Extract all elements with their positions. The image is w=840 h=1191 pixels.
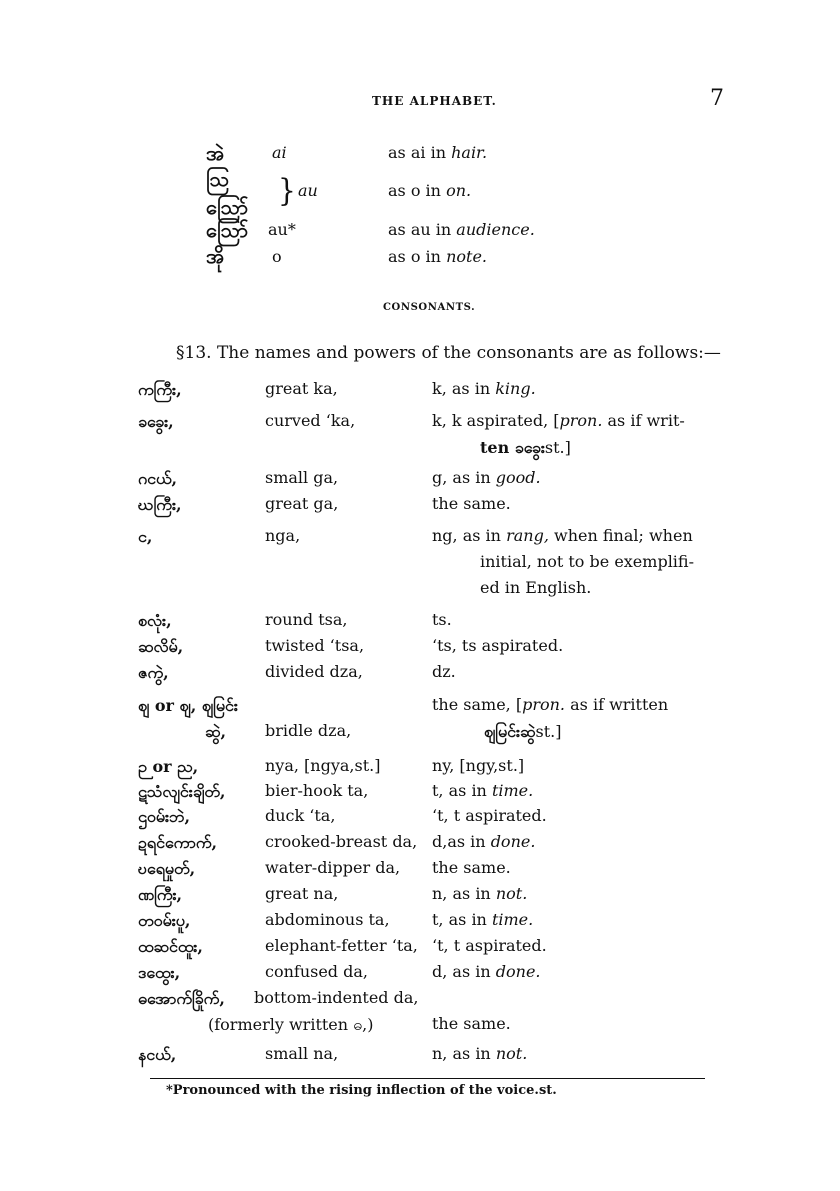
consonant-burmese: ဇကွဲ, bbox=[138, 663, 169, 682]
consonant-burmese: ဒထွေး, bbox=[138, 963, 181, 982]
consonant-burmese: ဏကြီး, bbox=[138, 885, 183, 904]
consonant-name: bridle dza, bbox=[265, 721, 352, 740]
consonant-name: abdominous ta, bbox=[265, 910, 390, 929]
consonant-name: small ga, bbox=[265, 468, 339, 487]
consonant-power: k, k aspirated, [pron. as if writ- bbox=[432, 411, 685, 430]
consonant-name: bier-hook ta, bbox=[265, 781, 369, 800]
vowel-desc: as o in note. bbox=[388, 247, 487, 266]
consonant-name: bottom-indented da, bbox=[254, 988, 419, 1007]
consonant-name: nga, bbox=[265, 526, 301, 545]
consonant-name: elephant-fetter ‘ta, bbox=[265, 936, 418, 955]
vowel-row bbox=[206, 166, 229, 196]
consonant-name: crooked-breast da, bbox=[265, 832, 418, 851]
consonant-name: divided dza, bbox=[265, 662, 363, 681]
vowel-burmese: အို bbox=[206, 244, 225, 268]
consonant-power-cont: ten ခခွေးst.] bbox=[480, 438, 571, 457]
consonant-power: g, as in good. bbox=[432, 468, 541, 487]
consonant-name: great ga, bbox=[265, 494, 339, 513]
consonant-burmese: စလုံး, bbox=[138, 611, 172, 630]
consonant-name: curved ‘ka, bbox=[265, 411, 356, 430]
consonant-burmese: င, bbox=[138, 527, 153, 546]
consonant-power: t, as in time. bbox=[432, 910, 534, 929]
vowel-roman: au* bbox=[268, 220, 296, 239]
vowel-roman: ai bbox=[272, 143, 287, 162]
consonant-power: ‘ts, ts aspirated. bbox=[432, 636, 564, 655]
consonant-power: the same. bbox=[432, 494, 511, 513]
consonant-burmese: ကကြီး, bbox=[138, 380, 182, 399]
consonant-power: the same. bbox=[432, 858, 511, 877]
consonant-name: twisted ‘tsa, bbox=[265, 636, 365, 655]
vowel-desc: as ai in hair. bbox=[388, 143, 488, 162]
vowel-desc: as o in on. bbox=[388, 181, 472, 200]
consonant-name: great na, bbox=[265, 884, 339, 903]
section-intro: §13. The names and powers of the consonants are as follows:— bbox=[176, 343, 721, 363]
consonant-name: (formerly written ဓ,) bbox=[208, 1015, 374, 1034]
consonant-power: n, as in not. bbox=[432, 884, 528, 903]
vowel-burmese: အဲ bbox=[206, 141, 225, 165]
consonant-power: the same, [pron. as if written bbox=[432, 695, 669, 714]
consonant-name: great ka, bbox=[265, 379, 338, 398]
consonant-power: t, as in time. bbox=[432, 781, 534, 800]
consonant-name: confused da, bbox=[265, 962, 368, 981]
consonant-power: ng, as in rang, when final; when bbox=[432, 526, 693, 545]
consonant-burmese: ဈ or ဈ, ဈမြင်း bbox=[138, 696, 238, 715]
consonant-burmese: ဍရင်ကောက်, bbox=[138, 833, 218, 852]
consonant-burmese: ဉ or ည, bbox=[138, 757, 199, 776]
consonant-name: small na, bbox=[265, 1044, 339, 1063]
consonant-burmese: ဎရေမှုတ်, bbox=[138, 859, 196, 878]
brace-icon: } bbox=[278, 172, 296, 209]
consonant-burmese: ထဆင်ထူး, bbox=[138, 937, 203, 956]
consonant-power: dz. bbox=[432, 662, 456, 681]
vowel-roman: au bbox=[298, 181, 318, 200]
consonant-burmese: ဌဝမ်းဘဲ, bbox=[138, 807, 191, 826]
consonant-power: ဈမြင်းဆွဲst.] bbox=[484, 722, 562, 741]
consonant-power: the same. bbox=[432, 1014, 511, 1033]
vowel-desc: as au in audience. bbox=[388, 220, 535, 239]
consonants-heading: CONSONANTS. bbox=[383, 302, 476, 313]
consonant-burmese: ခခွေး, bbox=[138, 412, 174, 431]
consonant-power-cont: initial, not to be exemplifi- bbox=[480, 552, 694, 571]
vowel-roman: o bbox=[272, 247, 282, 266]
consonant-power: ‘t, t aspirated. bbox=[432, 806, 547, 825]
consonant-power-cont: ed in English. bbox=[480, 578, 592, 597]
footnote-rule bbox=[150, 1078, 705, 1079]
consonant-name: nya, [ngya,st.] bbox=[265, 756, 381, 775]
consonant-burmese: ဋသံလျင်းချိတ်, bbox=[138, 782, 226, 801]
consonant-burmese: နငယ်, bbox=[138, 1045, 177, 1064]
running-head: THE ALPHABET. bbox=[372, 94, 497, 108]
consonant-burmese: ဆလိမ်, bbox=[138, 637, 184, 656]
vowel-burmese: ဪ bbox=[206, 195, 248, 219]
consonant-burmese: ဃကြီး, bbox=[138, 495, 182, 514]
consonant-power: ts. bbox=[432, 610, 452, 629]
consonant-power: ‘t, t aspirated. bbox=[432, 936, 547, 955]
consonant-burmese: ဓအောက်ခြိုက်, bbox=[138, 989, 225, 1008]
consonant-burmese: ဂငယ်, bbox=[138, 469, 178, 488]
vowel-row bbox=[206, 243, 224, 273]
consonant-name: round tsa, bbox=[265, 610, 348, 629]
vowel-burmese: ဪ bbox=[206, 218, 248, 242]
consonant-power: d, as in done. bbox=[432, 962, 541, 981]
consonant-name: water-dipper da, bbox=[265, 858, 401, 877]
consonant-power: ny, [ngy,st.] bbox=[432, 756, 525, 775]
consonant-power: k, as in king. bbox=[432, 379, 536, 398]
consonant-burmese: တဝမ်းပူ, bbox=[138, 911, 191, 930]
consonant-power: n, as in not. bbox=[432, 1044, 528, 1063]
consonant-burmese: ဆွဲ, bbox=[205, 722, 227, 741]
footnote: *Pronounced with the rising inflection of the voice.st. bbox=[166, 1083, 557, 1098]
page-number: 7 bbox=[710, 86, 724, 111]
vowel-burmese: ဩ bbox=[206, 167, 229, 191]
consonant-power: d,as in done. bbox=[432, 832, 536, 851]
consonant-name: duck ‘ta, bbox=[265, 806, 336, 825]
